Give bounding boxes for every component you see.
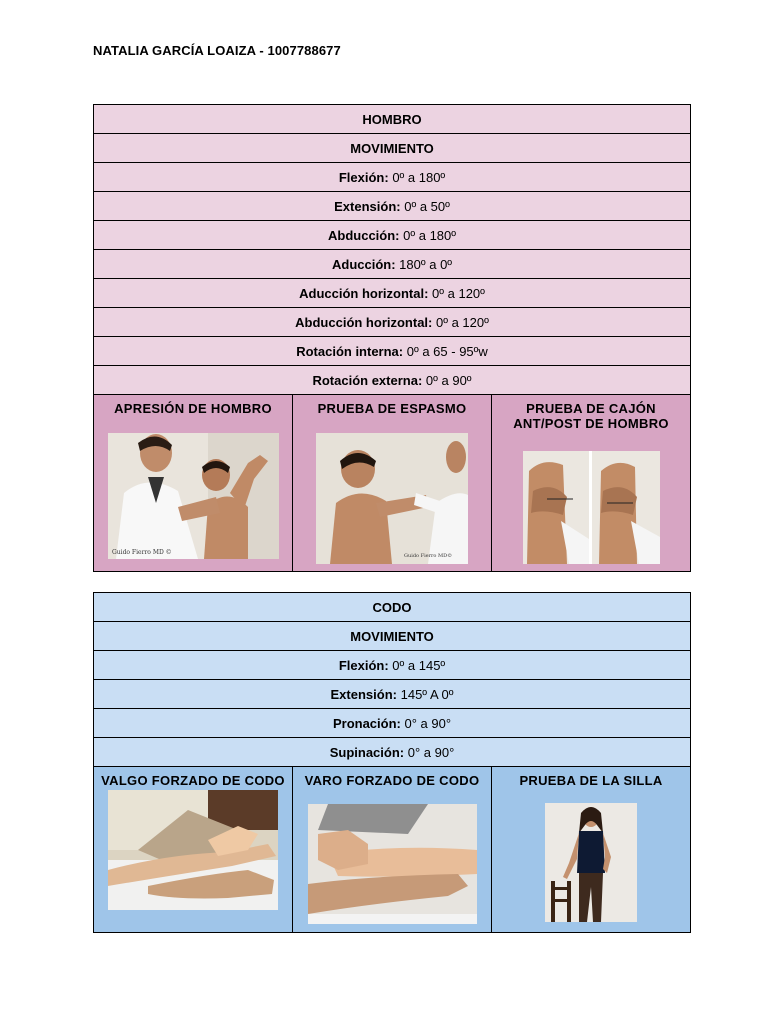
movement-row: Rotación interna: 0º a 65 - 95ºw <box>94 337 691 366</box>
test-title: VARO FORZADO DE CODO <box>304 773 480 788</box>
codo-table <box>93 592 691 933</box>
test-cell-espasmo <box>293 395 492 572</box>
movement-row: Extensión: 0º a 50º <box>94 192 691 221</box>
apresion-photo <box>108 433 279 559</box>
svg-text:Guido Fierro MD©: Guido Fierro MD© <box>404 553 453 559</box>
movement-row: Abducción horizontal: 0º a 120º <box>94 308 691 337</box>
movement-row: Flexión: 0º a 145º <box>94 651 691 680</box>
movement-row: Pronación: 0° a 90° <box>94 709 691 738</box>
test-cell-varo <box>293 767 492 933</box>
author-name: NATALIA GARCÍA LOAIZA - 1007788677 <box>93 43 341 58</box>
movement-row: Aducción horizontal: 0º a 120º <box>94 279 691 308</box>
test-cell-apresion <box>94 395 293 572</box>
test-title: PRUEBA DE ESPASMO <box>317 401 467 416</box>
movement-row: Supinación: 0° a 90° <box>94 738 691 767</box>
test-title: APRESIÓN DE HOMBRO <box>114 401 272 416</box>
test-cell-silla <box>492 767 691 933</box>
movement-row: Aducción: 180º a 0º <box>94 250 691 279</box>
hombro-subtitle: MOVIMIENTO <box>94 134 691 163</box>
movement-row: Abducción: 0º a 180º <box>94 221 691 250</box>
valgo-photo <box>108 790 278 910</box>
cajon-photo <box>523 451 660 564</box>
test-title: VALGO FORZADO DE CODO <box>101 773 285 788</box>
movement-row: Extensión: 145º A 0º <box>94 680 691 709</box>
varo-photo <box>308 804 477 924</box>
espasmo-photo <box>316 433 468 564</box>
svg-text:Guido Fierro MD ©: Guido Fierro MD © <box>111 549 172 556</box>
codo-title: CODO <box>94 593 691 622</box>
hombro-title: HOMBRO <box>94 105 691 134</box>
test-cell-valgo <box>94 767 293 933</box>
test-title: PRUEBA DE CAJÓN ANT/POST DE HOMBRO <box>513 401 669 431</box>
silla-photo <box>545 803 637 922</box>
test-cell-cajon <box>492 395 691 572</box>
movement-row: Flexión: 0º a 180º <box>94 163 691 192</box>
hombro-table <box>93 104 691 572</box>
movement-row: Rotación externa: 0º a 90º <box>94 366 691 395</box>
codo-subtitle: MOVIMIENTO <box>94 622 691 651</box>
test-title: PRUEBA DE LA SILLA <box>519 773 663 788</box>
